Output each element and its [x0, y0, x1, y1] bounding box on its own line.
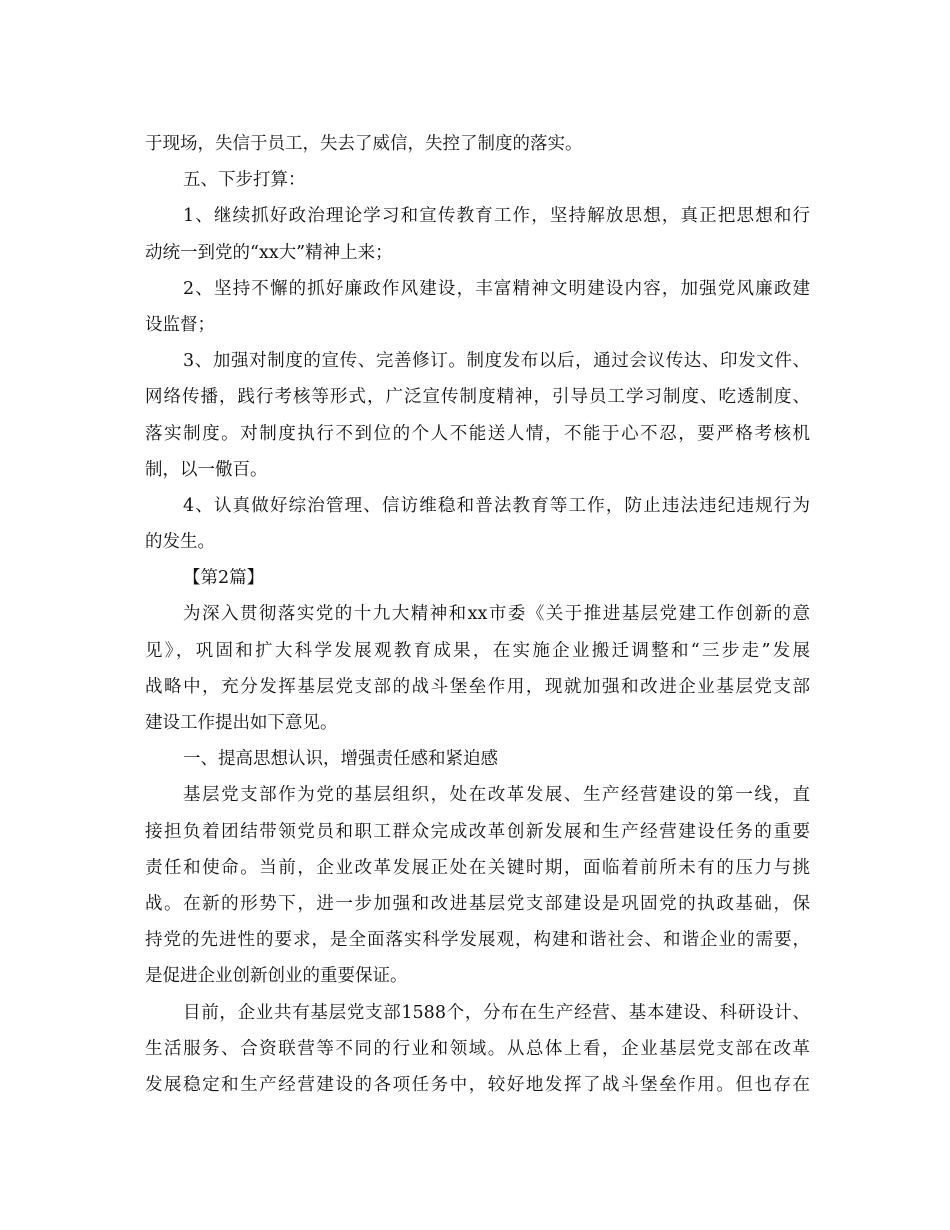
paragraph-line: 目前，企业共有基层党支部1588个，分布在生产经营、基本建设、科研设计、: [183, 1002, 810, 1023]
paragraph-line: 基层党支部作为党的基层组织，处在改革发展、生产经营建设的第一线，直: [183, 785, 810, 806]
paragraph-line: 接担负着团结带领党员和职工群众完成改革创新发展和生产经营建设任务的重要: [145, 821, 810, 842]
paragraph-line: 持党的先进性的要求，是全面落实科学发展观，构建和谐社会、和谐企业的需要，: [145, 930, 810, 951]
paragraph-line: 2、坚持不懈的抓好廉政作风建设，丰富精神文明建设内容，加强党风廉政建: [183, 278, 810, 299]
paragraph-line: 责任和使命。当前，企业改革发展正处在关键时期，面临着前所未有的压力与挑: [145, 857, 810, 878]
paragraph-line: 于现场，失信于员工，失去了威信，失控了制度的落实。: [145, 134, 583, 154]
paragraph-line: 制，以一儆百。: [145, 459, 268, 480]
paragraph-line: 3、加强对制度的宣传、完善修订。制度发布以后，通过会议传达、印发文件、: [183, 351, 810, 372]
paragraph-line: 设监督；: [145, 314, 215, 335]
paragraph-line: 【第2篇】: [183, 568, 265, 589]
paragraph-line: 一、提高思想认识，增强责任感和紧迫感: [183, 749, 498, 770]
paragraph-line: 的发生。: [145, 532, 215, 553]
paragraph-line: 是促进企业创新创业的重要保证。: [145, 966, 408, 987]
paragraph-line: 为深入贯彻落实党的十九大精神和xx市委《关于推进基层党建工作创新的意: [183, 604, 810, 625]
paragraph-line: 落实制度。对制度执行不到位的个人不能送人情，不能于心不忍，要严格考核机: [145, 423, 810, 444]
paragraph-line: 生活服务、合资联营等不同的行业和领域。从总体上看，企业基层党支部在改革: [145, 1038, 810, 1059]
paragraph-line: 发展稳定和生产经营建设的各项任务中，较好地发挥了战斗堡垒作用。但也存在: [145, 1074, 810, 1095]
paragraph-line: 战。在新的形势下，进一步加强和改进基层党支部建设是巩固党的执政基础，保: [145, 893, 810, 914]
paragraph-line: 五、下步打算：: [183, 170, 306, 191]
paragraph-line: 建设工作提出如下意见。: [145, 713, 338, 733]
paragraph-line: 网络传播，践行考核等形式，广泛宣传制度精神，引导员工学习制度、吃透制度、: [145, 387, 810, 408]
document-body: [145, 126, 810, 1103]
paragraph-line: 见》，巩固和扩大科学发展观教育成果，在实施企业搬迁调整和“三步走”发展: [145, 640, 810, 661]
paragraph-line: 1、继续抓好政治理论学习和宣传教育工作，坚持解放思想，真正把思想和行: [183, 206, 810, 227]
paragraph-line: 动统一到党的“xx大”精神上来；: [145, 242, 393, 263]
paragraph-line: 战略中，充分发挥基层党支部的战斗堡垒作用，现就加强和改进企业基层党支部: [145, 676, 810, 697]
paragraph-line: 4、认真做好综治管理、信访维稳和普法教育等工作，防止违法违纪违规行为: [183, 495, 810, 516]
